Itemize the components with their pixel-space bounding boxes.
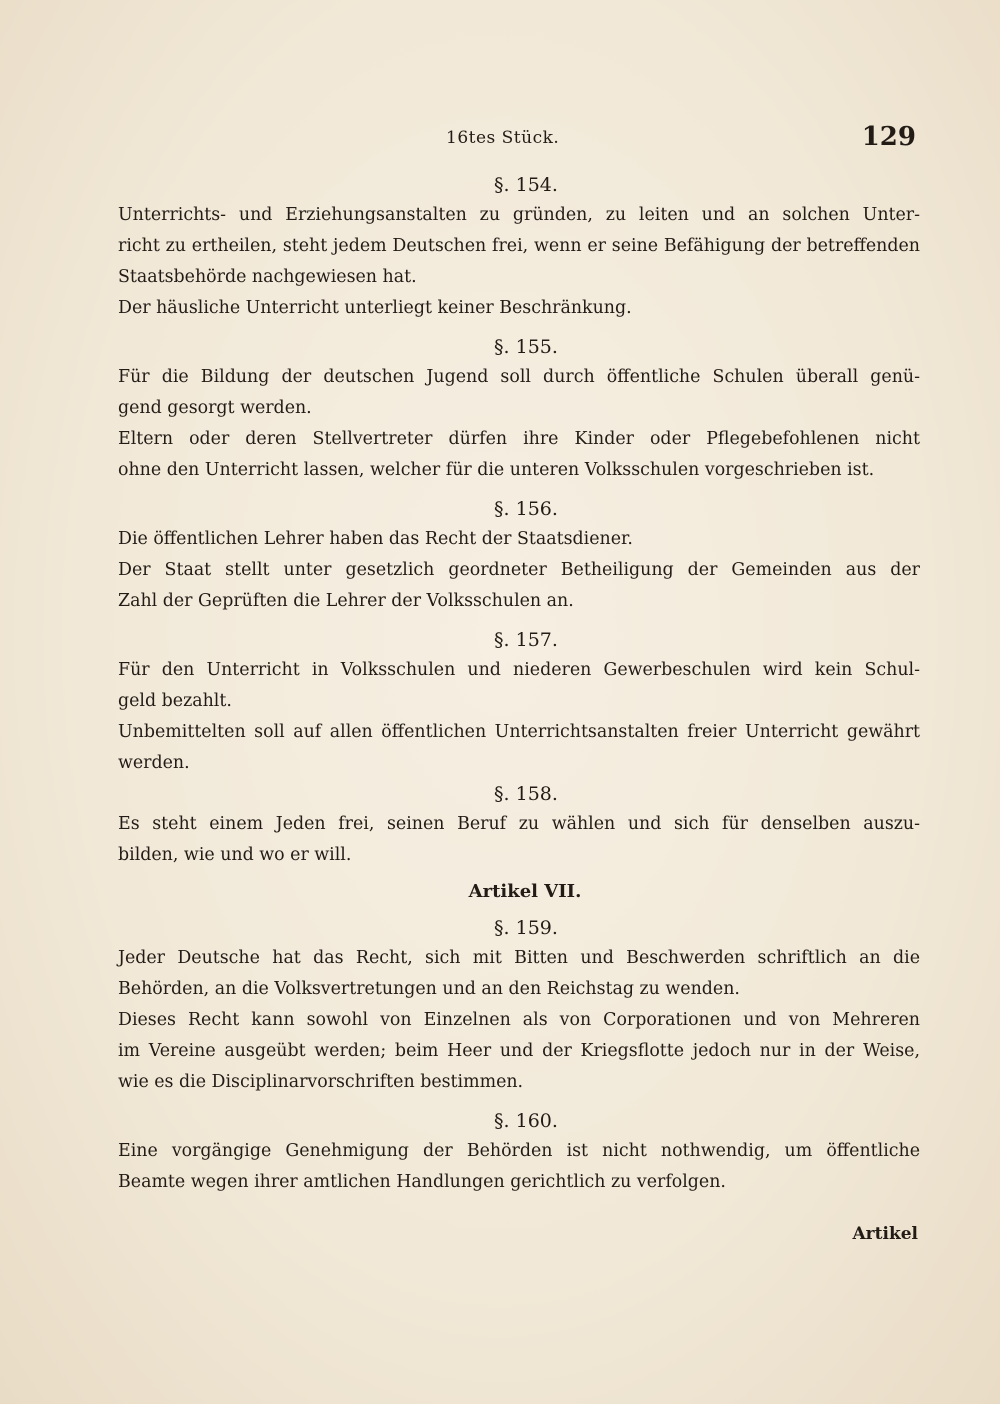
section-157 — [118, 625, 920, 779]
text-line: richt zu ertheilen, steht jedem Deutschen frei, wenn er seine Befähigung der betreffenden — [118, 236, 920, 256]
paragraph — [118, 555, 920, 617]
article-heading: Artikel VII. — [468, 881, 582, 902]
text-line: im Vereine ausgeübt werden; beim Heer und der Kriegsflotte jedoch nur in der Weise, — [118, 1041, 920, 1061]
text-line: wie es die Disciplinarvorschriften bestimmen. — [118, 1072, 524, 1092]
section-155 — [118, 332, 920, 486]
page-number: 129 — [861, 122, 916, 152]
text-line: Eltern oder deren Stellvertreter dürfen ihre Kinder oder Pflegebefohlenen nicht — [118, 429, 920, 449]
text-line: Eine vorgängige Genehmigung der Behörden ist nicht nothwendig, um öffentliche — [118, 1141, 920, 1161]
text-line: Die öffentlichen Lehrer haben das Recht der Staatsdiener. — [118, 529, 633, 549]
text-line: Staatsbehörde nachgewiesen hat. — [118, 267, 417, 287]
paragraph — [118, 362, 920, 424]
text-line: ohne den Unterricht lassen, welcher für die unteren Volksschulen vorgeschrieben ist. — [118, 460, 875, 480]
section-title: §. 158. — [494, 783, 558, 805]
section-159 — [118, 877, 920, 1098]
text-line: geld bezahlt. — [118, 691, 232, 711]
text-line: Unterrichts- und Erziehungsanstalten zu gründen, zu leiten und an solchen Unter- — [118, 205, 920, 225]
paragraph — [118, 293, 920, 324]
text-line: Der häusliche Unterricht unterliegt keiner Beschränkung. — [118, 298, 632, 318]
section-title: §. 156. — [494, 498, 558, 520]
paragraph — [118, 1136, 920, 1198]
text-line: werden. — [118, 753, 190, 773]
text-line: Behörden, an die Volksvertretungen und an den Reichstag zu wenden. — [118, 979, 740, 999]
paragraph — [118, 717, 920, 779]
section-154 — [118, 170, 920, 324]
section-title: §. 159. — [494, 917, 558, 939]
page-header — [118, 122, 920, 158]
text-line: Für die Bildung der deutschen Jugend soll durch öffentliche Schulen überall genü- — [118, 367, 920, 387]
text-line: Unbemittelten soll auf allen öffentlichen Unterrichtsanstalten freier Unterricht gewährt — [118, 722, 920, 742]
text-line: Dieses Recht kann sowohl von Einzelnen als von Corporationen und von Mehreren — [118, 1010, 920, 1030]
section-title: §. 157. — [494, 629, 558, 651]
text-line: Der Staat stellt unter gesetzlich geordneter Betheiligung der Gemeinden aus der — [118, 560, 920, 580]
section-title: §. 160. — [494, 1110, 558, 1132]
section-158 — [118, 779, 920, 871]
catchword: Artikel — [852, 1224, 918, 1244]
section-title: §. 155. — [494, 336, 558, 358]
text-line: Beamte wegen ihrer amtlichen Handlungen gerichtlich zu verfolgen. — [118, 1172, 726, 1192]
text-line: bilden, wie und wo er will. — [118, 845, 352, 865]
paragraph — [118, 809, 920, 871]
paragraph — [118, 524, 920, 555]
paragraph — [118, 655, 920, 717]
text-line: Für den Unterricht in Volksschulen und niederen Gewerbeschulen wird kein Schul- — [118, 660, 920, 680]
text-line: Es steht einem Jeden frei, seinen Beruf zu wählen und sich für denselben auszu- — [118, 814, 920, 834]
text-line: Zahl der Geprüften die Lehrer der Volksschulen an. — [118, 591, 574, 611]
paragraph — [118, 200, 920, 293]
section-title: §. 154. — [494, 174, 558, 196]
section-160 — [118, 1106, 920, 1198]
text-line: gend gesorgt werden. — [118, 398, 312, 418]
text-line: Jeder Deutsche hat das Recht, sich mit Bitten und Beschwerden schriftlich an die — [118, 948, 920, 968]
section-156 — [118, 494, 920, 617]
page-body — [118, 170, 920, 1198]
paragraph — [118, 1005, 920, 1098]
paragraph — [118, 424, 920, 486]
paragraph — [118, 943, 920, 1005]
issue-label: 16tes Stück. — [446, 128, 560, 148]
